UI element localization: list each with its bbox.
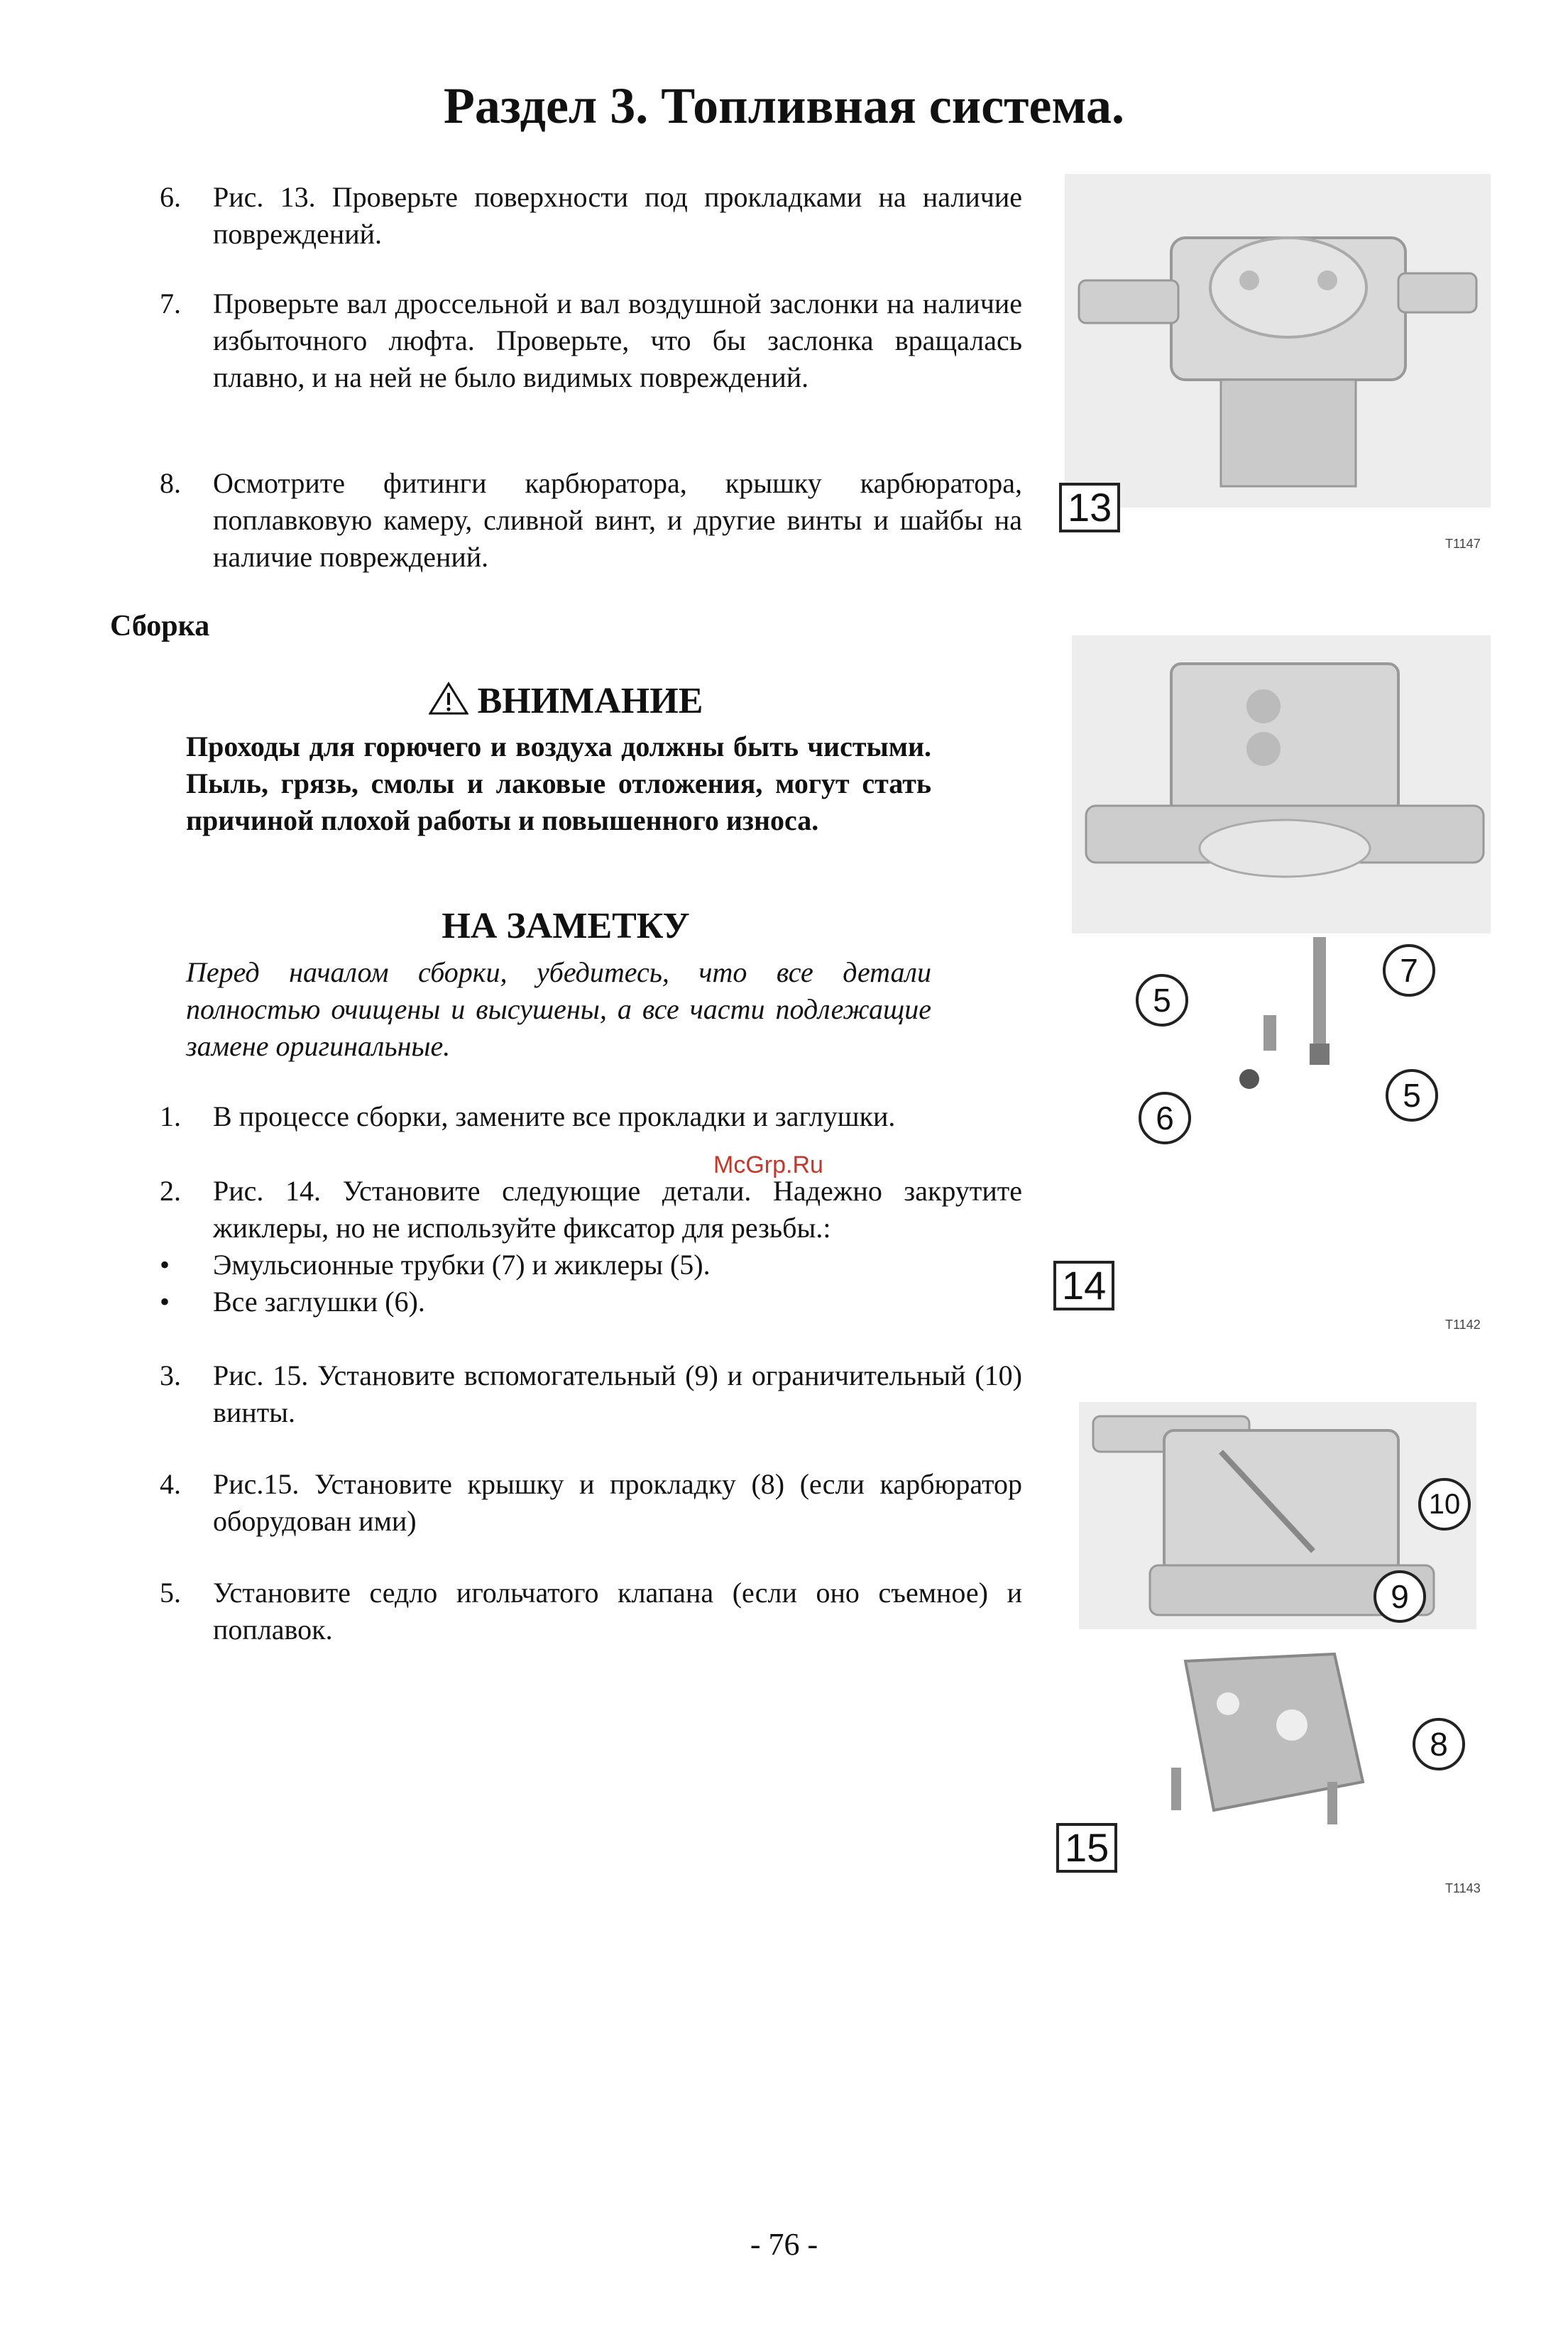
bullet-item: Все заглушки (6). [213, 1286, 425, 1318]
watermark: McGrp.Ru [713, 1151, 823, 1178]
page-title: Раздел 3. Топливная система. [443, 77, 1125, 134]
bullet-mark: • [160, 1249, 170, 1281]
step-text: Проверьте вал дроссельной и вал воздушной заслонки на наличие избыточного люфта. Проверьте, что бы заслонка вращалась плавно, и на ней не было видимых повреждений. [213, 288, 1022, 393]
step-number: 2. [160, 1175, 181, 1207]
figure-14-label: 14 [1053, 1261, 1114, 1310]
step-number: 1. [160, 1100, 181, 1132]
warning-title-text: ВНИМАНИЕ [477, 681, 703, 721]
step-text: Рис.15. Установите крышку и прокладку (8) (если карбюратор оборудован ими) [213, 1468, 1022, 1537]
step-number: 8. [160, 467, 181, 499]
step-number: 6. [160, 181, 181, 213]
page-number: - 76 - [750, 2227, 818, 2262]
step-text: Рис. 15. Установите вспомогательный (9) и ограничительный (10) винты. [213, 1359, 1022, 1428]
step-text: В процессе сборки, замените все прокладки и заглушки. [213, 1100, 896, 1132]
step-number: 5. [160, 1577, 181, 1609]
callout-5: 5 [1386, 1069, 1438, 1122]
callout-6: 6 [1139, 1092, 1191, 1144]
carburetor-image [1065, 174, 1491, 508]
callout-5: 5 [1136, 974, 1188, 1027]
warning-title [186, 680, 945, 722]
warning-triangle-icon [429, 681, 468, 716]
callout-7: 7 [1383, 944, 1435, 997]
jets-and-tubes-image [1193, 930, 1391, 1129]
carburetor-body-image [1072, 635, 1491, 934]
figure-13-label: 13 [1059, 483, 1120, 532]
step-number: 4. [160, 1468, 181, 1500]
figure-15-code: T1143 [1445, 1881, 1481, 1895]
figure-14-photo [1072, 635, 1491, 934]
figure-15-label: 15 [1056, 1823, 1117, 1873]
figure-13-photo [1065, 174, 1491, 508]
section-heading: Сборка [110, 610, 210, 642]
callout-8: 8 [1413, 1718, 1465, 1770]
note-text: Перед началом сборки, убедитесь, что все детали полностью очищены и высушены, а все части подлежащие замене оригинальные. [186, 956, 931, 1062]
gasket-cover-image [1150, 1640, 1384, 1839]
step-text: Рис. 13. Проверьте поверхности под прокладками на наличие повреждений. [213, 181, 1022, 250]
figure-13-code: T1147 [1445, 537, 1481, 551]
step-text: Рис. 14. Установите следующие детали. Надежно закрутите жиклеры, но не используйте фиксатор для резьбы.: [213, 1175, 1022, 1244]
step-number: 3. [160, 1359, 181, 1391]
callout-10: 10 [1418, 1478, 1471, 1531]
bullet-mark: • [160, 1286, 170, 1318]
warning-text: Проходы для горючего и воздуха должны быть чистыми. Пыль, грязь, смолы и лаковые отложения, могут стать причиной плохой работы и повышенного износа. [186, 730, 931, 836]
step-text: Установите седло игольчатого клапана (если оно съемное) и поплавок. [213, 1577, 1022, 1646]
note-title: НА ЗАМЕТКУ [442, 906, 690, 946]
step-number: 7. [160, 288, 181, 319]
step-text: Осмотрите фитинги карбюратора, крышку карбюратора, поплавковую камеру, сливной винт, и другие винты и шайбы на наличие повреждений. [213, 467, 1022, 573]
figure-14-code: T1142 [1445, 1318, 1481, 1332]
callout-9: 9 [1374, 1570, 1426, 1623]
bullet-item: Эмульсионные трубки (7) и жиклеры (5). [213, 1249, 711, 1281]
